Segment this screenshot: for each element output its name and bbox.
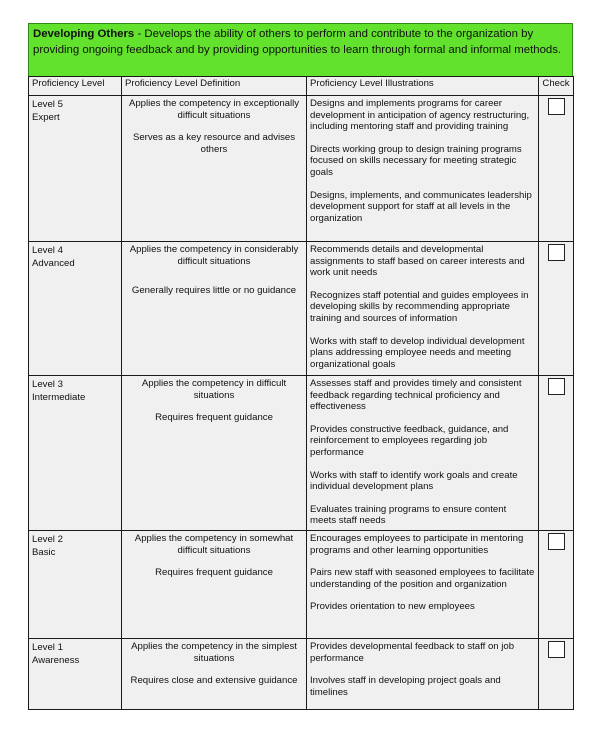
level-number: Level 1 [32, 642, 63, 653]
definition-text: Serves as a key resource and advises others [132, 132, 296, 155]
illustrations-cell [307, 531, 539, 639]
level-name: Advanced [32, 258, 75, 269]
header-definition: Proficiency Level Definition [122, 77, 307, 96]
check-box-level-3[interactable] [548, 378, 565, 395]
definition-text: Applies the competency in the simplest situations [131, 641, 297, 664]
illustration-text: Designs and implements programs for career development in anticipation of agency restructuring, including mentoring staff and providing training [310, 98, 530, 133]
illustration-text: Recognizes staff potential and guides employees in developing skills by recommending appropriate training and sources of information [310, 289, 529, 324]
illustration-text: Provides orientation to new employees [310, 601, 475, 613]
proficiency-table [28, 76, 574, 710]
level-name: Basic [32, 547, 56, 558]
illustrations-cell [307, 96, 539, 242]
illustration-text: Directs working group to design training programs focused on skills necessary for meeting strategic goals [310, 143, 522, 178]
level-number: Level 5 [32, 99, 63, 110]
table-row [29, 639, 574, 710]
check-box-level-2[interactable] [548, 533, 565, 550]
header-proficiency-level: Proficiency Level [29, 77, 122, 96]
competency-title: Developing Others [33, 28, 135, 40]
level-cell [29, 376, 122, 531]
competency-banner [28, 23, 573, 77]
definition-text: Applies the competency in considerably difficult situations [129, 244, 299, 267]
level-number: Level 4 [32, 245, 63, 256]
definition-text: Requires frequent guidance [155, 412, 273, 424]
illustrations-cell [307, 242, 539, 376]
level-cell [29, 639, 122, 710]
table-row [29, 376, 574, 531]
illustrations-cell [307, 376, 539, 531]
illustration-text: Recommends details and developmental assignments to staff based on career interests and work unit needs [310, 244, 525, 279]
illustration-text: Involves staff in developing project goals and timelines [310, 675, 501, 698]
level-cell [29, 242, 122, 376]
illustration-text: Works with staff to develop individual development plans addressing employee needs and meeting organizational goals [310, 335, 525, 370]
level-name: Intermediate [32, 392, 86, 403]
header-illustrations: Proficiency Level Illustrations [307, 77, 539, 96]
check-cell [539, 242, 574, 376]
table-header-row [29, 77, 574, 96]
definition-cell [122, 242, 307, 376]
check-cell [539, 639, 574, 710]
level-name: Expert [32, 112, 60, 123]
level-number: Level 3 [32, 379, 63, 390]
illustration-text: Evaluates training programs to ensure content meets staff needs [310, 503, 507, 527]
illustration-text: Assesses staff and provides timely and consistent feedback regarding technical proficiency and effectiveness [310, 378, 522, 413]
illustration-text: Provides constructive feedback, guidance, and reinforcement to employees regarding job performance [310, 423, 509, 458]
definition-cell [122, 531, 307, 639]
illustration-text: Designs, implements, and communicates leadership development support for staff at all levels in the organization [310, 189, 532, 224]
illustration-text: Encourages employees to participate in mentoring programs and other learning opportunities [310, 533, 524, 556]
definition-text: Applies the competency in exceptionally difficult situations [128, 98, 300, 121]
check-box-level-5[interactable] [548, 98, 565, 115]
illustration-text: Provides developmental feedback to staff on job performance [310, 641, 515, 664]
definition-text: Applies the competency in somewhat difficult situations [134, 533, 294, 556]
header-check: Check [539, 77, 574, 96]
definition-text: Applies the competency in difficult situations [141, 378, 287, 401]
illustrations-cell [307, 639, 539, 710]
table-row [29, 242, 574, 376]
level-cell [29, 96, 122, 242]
table-row [29, 531, 574, 639]
definition-text: Requires frequent guidance [155, 567, 273, 579]
definition-cell [122, 376, 307, 531]
level-number: Level 2 [32, 534, 63, 545]
check-cell [539, 376, 574, 531]
check-cell [539, 96, 574, 242]
check-box-level-4[interactable] [548, 244, 565, 261]
competency-description: - Develops the ability of others to perform and contribute to the organization by providing ongoing feedback and by providing opportunities to learn through formal and informal methods. [33, 28, 562, 56]
level-name: Awareness [32, 655, 80, 666]
definition-text: Generally requires little or no guidance [131, 285, 297, 297]
table-row [29, 96, 574, 242]
definition-cell [122, 639, 307, 710]
check-box-level-1[interactable] [548, 641, 565, 658]
illustration-text: Pairs new staff with seasoned employees to facilitate understanding of the position and organization [310, 567, 535, 590]
illustration-text: Works with staff to identify work goals and create individual development plans [310, 469, 518, 493]
check-cell [539, 531, 574, 639]
definition-text: Requires close and extensive guidance [130, 675, 298, 687]
definition-cell [122, 96, 307, 242]
level-cell [29, 531, 122, 639]
